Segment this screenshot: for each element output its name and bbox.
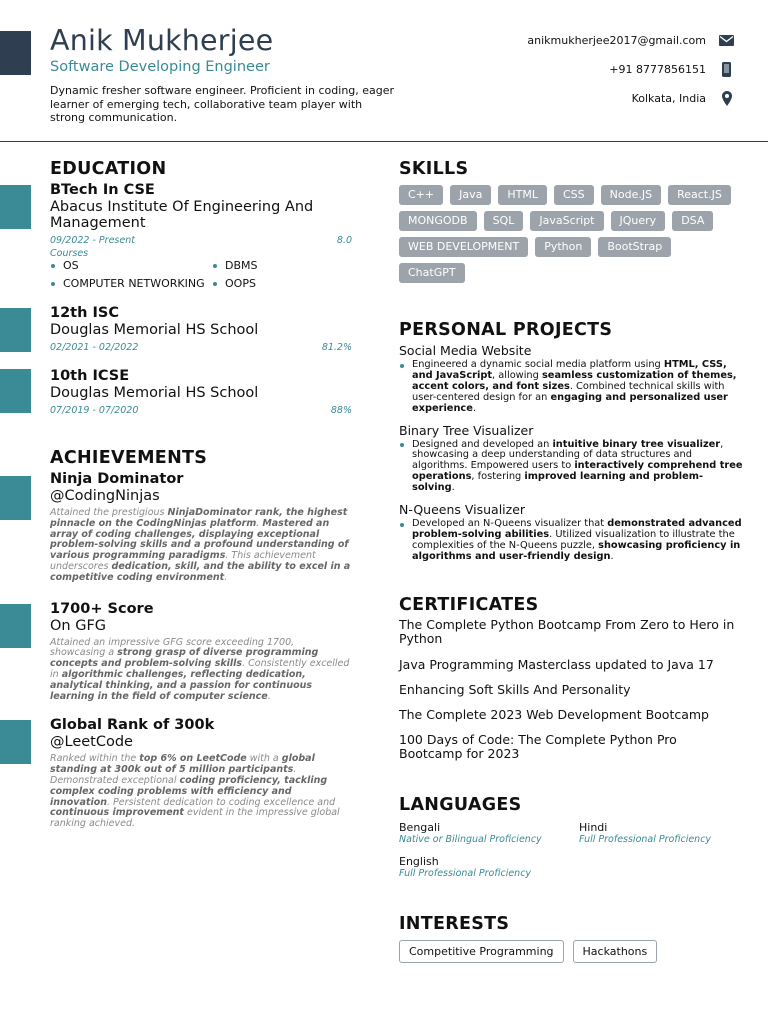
certificate-item: The Complete 2023 Web Development Bootcamp bbox=[399, 706, 709, 722]
project-description: Designed and developed an intuitive binary tree visualizer, showcasing a deep understanding of data structures and algorithms. Empowered users to interactively comprehend tree operations, fostering improved learning and problem-solving. bbox=[399, 440, 744, 495]
language-level: Full Professional Proficiency bbox=[399, 867, 532, 879]
contact-location bbox=[527, 84, 734, 113]
candidate-name: Anik Mukherjee bbox=[50, 24, 274, 57]
skill-pill: SQL bbox=[484, 211, 524, 231]
certificate-item: Java Programming Masterclass updated to Java 17 bbox=[399, 656, 714, 672]
achievement-description: Ranked within the top 6% on LeetCode with a global standing at 300k out of 5 million participants. Demonstrated exceptional coding proficiency, tackling complex coding problems with efficiency and innovation. Persistent dedication to coding excellence and continuous improvement evident in the impressive global ranking achieved. bbox=[50, 753, 340, 830]
achievement-title: Global Rank of 300k bbox=[50, 717, 215, 734]
education-meta bbox=[50, 234, 352, 247]
skill-pill: ChatGPT bbox=[399, 263, 465, 283]
project-item bbox=[399, 423, 744, 495]
section-marker bbox=[0, 604, 31, 648]
language-level: Full Professional Proficiency bbox=[579, 833, 712, 845]
degree: 12th ISC bbox=[50, 305, 119, 321]
contact-phone[interactable] bbox=[527, 55, 734, 84]
skill-pill: C++ bbox=[399, 185, 443, 205]
certificates-list bbox=[399, 618, 744, 761]
map-pin-icon bbox=[719, 91, 734, 106]
language-name: Hindi bbox=[579, 820, 608, 834]
language-item bbox=[399, 821, 579, 846]
skill-pill: Python bbox=[535, 237, 591, 257]
certificate-item: The Complete Python Bootcamp From Zero to Hero in Python bbox=[399, 616, 735, 646]
interests-title: INTERESTS bbox=[399, 913, 510, 934]
education-dates: 09/2022 - Present bbox=[50, 235, 135, 246]
skill-pill: MONGODB bbox=[399, 211, 477, 231]
achievement-entry bbox=[50, 471, 352, 584]
phone-icon bbox=[719, 62, 734, 77]
degree: BTech In CSE bbox=[50, 182, 155, 198]
certificate-item: 100 Days of Code: The Complete Python Pro Bootcamp for 2023 bbox=[399, 731, 677, 761]
project-title: Binary Tree Visualizer bbox=[399, 422, 534, 438]
summary-text: Dynamic fresher software engineer. Proficient in coding, eager learner of emerging tech, collaborative team player with strong communication. bbox=[50, 84, 395, 124]
education-title: EDUCATION bbox=[50, 159, 167, 179]
achievements-title: ACHIEVEMENTS bbox=[50, 448, 208, 468]
section-marker bbox=[0, 308, 31, 352]
language-item bbox=[399, 855, 579, 880]
bullet bbox=[213, 282, 217, 286]
courses-label: Courses bbox=[50, 248, 89, 259]
header-divider bbox=[0, 141, 768, 142]
languages-list bbox=[399, 821, 744, 880]
courses-list bbox=[50, 260, 352, 296]
skills-list bbox=[399, 185, 744, 289]
education-entry bbox=[50, 182, 352, 296]
education-meta bbox=[50, 404, 352, 417]
school: Douglas Memorial HS School bbox=[50, 385, 259, 401]
achievement-description: Attained an impressive GFG score exceeding 1700, showcasing a strong grasp of diverse programming concepts and problem-solving skills. Consistently excelled in algorithmic challenges, reflecting dedication, analytical thinking, and a passion for continuous learning in the field of computer science. bbox=[50, 636, 350, 702]
right-column bbox=[399, 150, 744, 963]
language-name: English bbox=[399, 854, 439, 868]
bullet bbox=[213, 264, 217, 268]
section-marker bbox=[0, 476, 31, 520]
contact-info bbox=[527, 26, 734, 113]
course-item: OS bbox=[50, 260, 212, 272]
skill-pill: Java bbox=[450, 185, 491, 205]
education-meta bbox=[50, 341, 352, 354]
language-item bbox=[579, 821, 744, 846]
project-title: Social Media Website bbox=[399, 343, 532, 358]
skill-pill: DSA bbox=[672, 211, 713, 231]
achievement-subtitle: On GFG bbox=[50, 617, 107, 634]
education-score: 81.2% bbox=[321, 342, 352, 353]
candidate-role: Software Developing Engineer bbox=[50, 59, 270, 75]
education-score: 88% bbox=[330, 405, 352, 416]
bullet bbox=[51, 264, 55, 268]
achievement-description: Attained the prestigious NinjaDominator rank, the highest pinnacle on the CodingNinjas platform. Mastered an array of coding challenges, displaying exceptional problem-solving skills and a profound understanding of various programming paradigms. This achievement underscores dedication, skill, and the ability to excel in a competitive coding environment. bbox=[50, 507, 351, 583]
achievement-entry bbox=[50, 717, 352, 830]
project-item bbox=[399, 343, 744, 415]
phone-text[interactable]: +91 8777856151 bbox=[609, 63, 706, 76]
location-text: Kolkata, India bbox=[631, 92, 706, 105]
section-marker bbox=[0, 185, 31, 229]
left-column bbox=[50, 150, 352, 830]
skill-pill: HTML bbox=[498, 185, 547, 205]
interest-tag: Hackathons bbox=[573, 940, 658, 963]
school: Douglas Memorial HS School bbox=[50, 322, 259, 338]
course-item: OOPS bbox=[212, 278, 352, 290]
skill-pill: JQuery bbox=[611, 211, 666, 231]
course-item: DBMS bbox=[212, 260, 352, 272]
achievement-subtitle: @LeetCode bbox=[50, 734, 133, 751]
education-score: 8.0 bbox=[336, 235, 352, 246]
skill-pill: CSS bbox=[554, 185, 594, 205]
project-description: Engineered a dynamic social media platform using HTML, CSS, and JavaScript, allowing seamless customization of themes, accent colors, and font sizes. Combined technical skills with user-centered design for an engaging and personalized user experience. bbox=[399, 360, 744, 415]
education-dates: 02/2021 - 02/2022 bbox=[50, 342, 139, 353]
certificates-title: CERTIFICATES bbox=[399, 594, 539, 615]
project-description: Developed an N-Queens visualizer that demonstrated advanced problem-solving abilities. Utilized visualization to illustrate the complexities of the N-Queens puzzle, showcasing proficiency in algorithms and user-friendly design. bbox=[399, 519, 744, 563]
bullet bbox=[400, 523, 404, 527]
school: Abacus Institute Of Engineering And Management bbox=[50, 199, 314, 231]
language-level: Native or Bilingual Proficiency bbox=[399, 833, 542, 845]
bullet bbox=[400, 364, 404, 368]
skill-pill: JavaScript bbox=[530, 211, 603, 231]
education-entry bbox=[50, 368, 352, 417]
language-name: Bengali bbox=[399, 820, 441, 834]
projects-title: PERSONAL PROJECTS bbox=[399, 320, 613, 340]
education-entry bbox=[50, 305, 352, 354]
skill-pill: Node.JS bbox=[601, 185, 661, 205]
interest-tag: Competitive Programming bbox=[399, 940, 564, 963]
education-dates: 07/2019 - 07/2020 bbox=[50, 405, 139, 416]
project-title: N-Queens Visualizer bbox=[399, 502, 526, 518]
skill-pill: React.JS bbox=[668, 185, 731, 205]
contact-email[interactable] bbox=[527, 26, 734, 55]
languages-title: LANGUAGES bbox=[399, 794, 522, 815]
bullet bbox=[400, 443, 404, 447]
degree: 10th ICSE bbox=[50, 368, 130, 384]
achievement-title: 1700+ Score bbox=[50, 600, 154, 617]
skill-pill: WEB DEVELOPMENT bbox=[399, 237, 528, 257]
section-marker bbox=[0, 369, 31, 413]
achievement-title: Ninja Dominator bbox=[50, 471, 184, 487]
envelope-icon bbox=[719, 35, 734, 46]
interests-list bbox=[399, 940, 744, 963]
section-marker bbox=[0, 720, 31, 764]
achievement-entry bbox=[50, 601, 352, 703]
header-accent-block bbox=[0, 31, 31, 75]
project-item bbox=[399, 502, 744, 563]
course-item: COMPUTER NETWORKING bbox=[50, 278, 212, 290]
skill-pill: BootStrap bbox=[598, 237, 671, 257]
email-text[interactable]: anikmukherjee2017@gmail.com bbox=[527, 34, 706, 47]
skills-title: SKILLS bbox=[399, 159, 469, 179]
certificate-item: Enhancing Soft Skills And Personality bbox=[399, 681, 631, 697]
bullet bbox=[51, 282, 55, 286]
achievement-subtitle: @CodingNinjas bbox=[50, 488, 160, 504]
